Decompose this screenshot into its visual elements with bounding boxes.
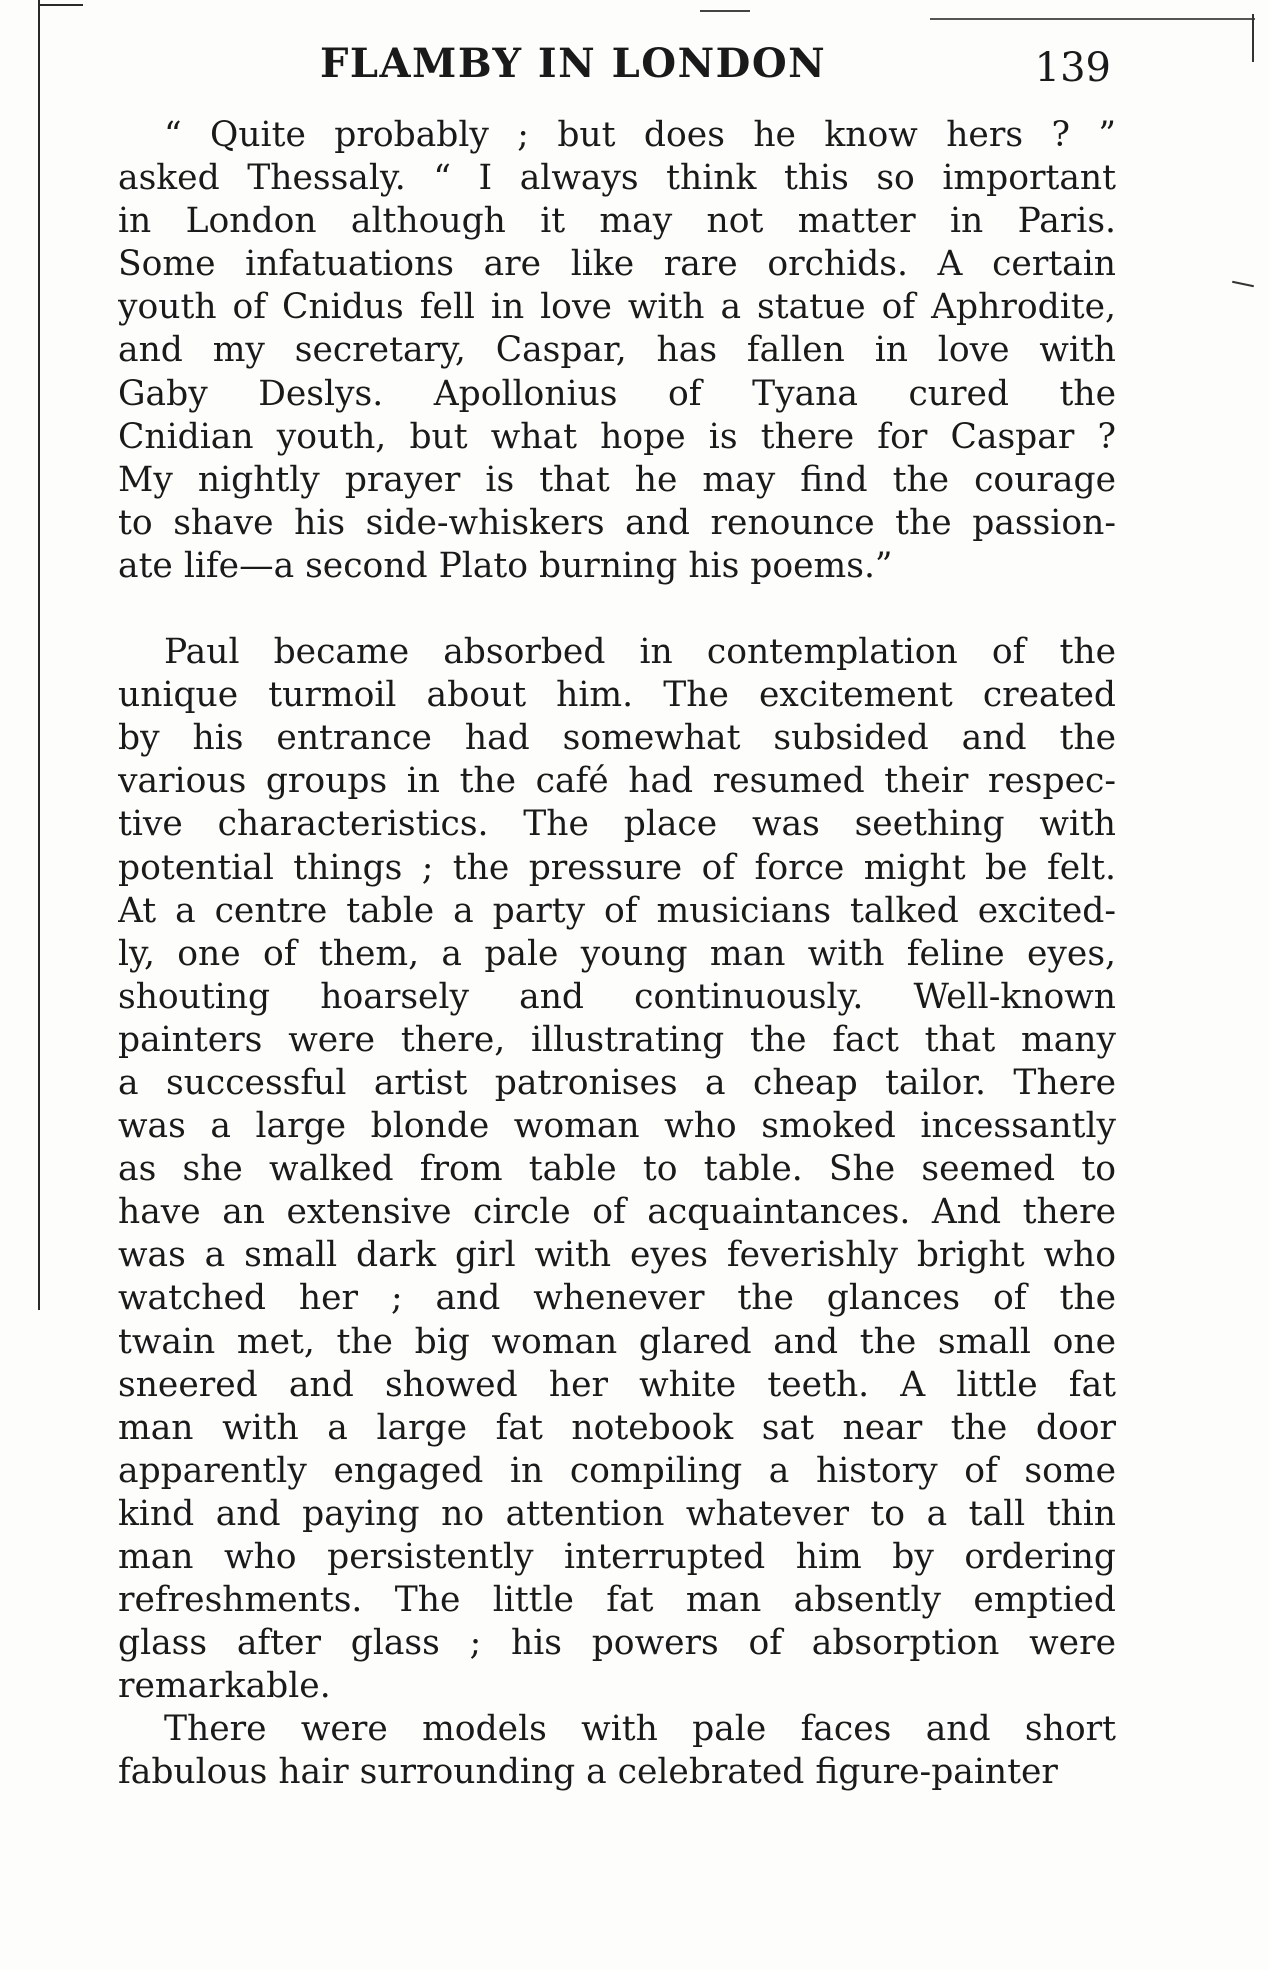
- text-line: Some infatuations are like rare orchids. A certain: [118, 244, 1116, 285]
- text-line: a successful artist patronises a cheap tailor. There: [118, 1062, 1116, 1103]
- text-line: painters were there, illustrating the fact that many: [118, 1019, 1116, 1060]
- text-line: various groups in the café had resumed their respec-: [118, 761, 1116, 802]
- text-line: “ Quite probably ; but does he know hers ? ”: [164, 115, 1116, 155]
- text-line: unique turmoil about him. The excitement created: [118, 675, 1116, 716]
- text-line: At a centre table a party of musicians talked excited-: [118, 890, 1116, 931]
- text-line: watched her ; and whenever the glances of the: [118, 1278, 1116, 1319]
- text-line: man who persistently interrupted him by ordering: [118, 1537, 1116, 1577]
- text-line: refreshments. The little fat man absently emptied: [118, 1580, 1116, 1621]
- text-line: ate life—a second Plato burning his poems.”: [118, 545, 893, 586]
- paragraph: [118, 114, 1116, 588]
- scan-edge-right-corner: [1252, 14, 1254, 62]
- text-line: to shave his side-whiskers and renounce the passion-: [118, 502, 1116, 543]
- text-line: remarkable.: [118, 1666, 331, 1707]
- scan-edge-top-mid: [700, 10, 750, 12]
- text-line: Cnidian youth, but what hope is there for Caspar ?: [118, 416, 1116, 457]
- paragraph-gap: [118, 588, 1116, 631]
- text-line: ly, one of them, a pale young man with feline eyes,: [118, 933, 1116, 974]
- text-line: There were models with pale faces and short: [164, 1709, 1116, 1750]
- scan-edge-left: [38, 0, 40, 1310]
- text-line: fabulous hair surrounding a celebrated figure-painter: [118, 1752, 1058, 1793]
- page-number: 139: [1034, 45, 1111, 91]
- text-line: youth of Cnidus fell in love with a statue of Aphrodite,: [118, 287, 1116, 328]
- text-line: potential things ; the pressure of force might be felt.: [118, 847, 1116, 888]
- text-line: twain met, the big woman glared and the small one: [118, 1321, 1116, 1362]
- paragraph: [118, 1708, 1116, 1794]
- text-line: shouting hoarsely and continuously. Well-known: [118, 976, 1116, 1017]
- text-line: as she walked from table to table. She seemed to: [118, 1149, 1116, 1190]
- scan-edge-mark: [1232, 281, 1254, 288]
- text-line: kind and paying no attention whatever to a tall thin: [118, 1493, 1116, 1534]
- text-line: sneered and showed her white teeth. A little fat: [118, 1364, 1116, 1405]
- text-line: My nightly prayer is that he may find the courage: [118, 459, 1116, 500]
- text-line: in London although it may not matter in Paris.: [118, 201, 1116, 242]
- page-header: [120, 34, 1125, 94]
- running-title: FLAMBY IN LONDON: [320, 40, 827, 87]
- text-line: was a small dark girl with eyes feverishly bright who: [118, 1235, 1116, 1276]
- text-line: Paul became absorbed in contemplation of the: [164, 632, 1116, 673]
- text-line: was a large blonde woman who smoked incessantly: [118, 1106, 1116, 1147]
- paragraph: [118, 631, 1116, 1708]
- text-line: Gaby Deslys. Apollonius of Tyana cured the: [118, 373, 1116, 414]
- text-line: apparently engaged in compiling a history of some: [118, 1450, 1116, 1491]
- text-line: asked Thessaly. “ I always think this so important: [118, 158, 1116, 199]
- text-line: by his entrance had somewhat subsided and the: [118, 718, 1116, 759]
- body-text: [118, 114, 1116, 1795]
- text-line: man with a large fat notebook sat near the door: [118, 1407, 1116, 1448]
- scan-edge-top: [38, 4, 83, 6]
- scan-edge-right: [930, 18, 1255, 20]
- text-line: have an extensive circle of acquaintances. And there: [118, 1192, 1116, 1233]
- text-line: glass after glass ; his powers of absorption were: [118, 1623, 1116, 1664]
- text-line: tive characteristics. The place was seething with: [118, 804, 1116, 845]
- text-line: and my secretary, Caspar, has fallen in love with: [118, 330, 1116, 371]
